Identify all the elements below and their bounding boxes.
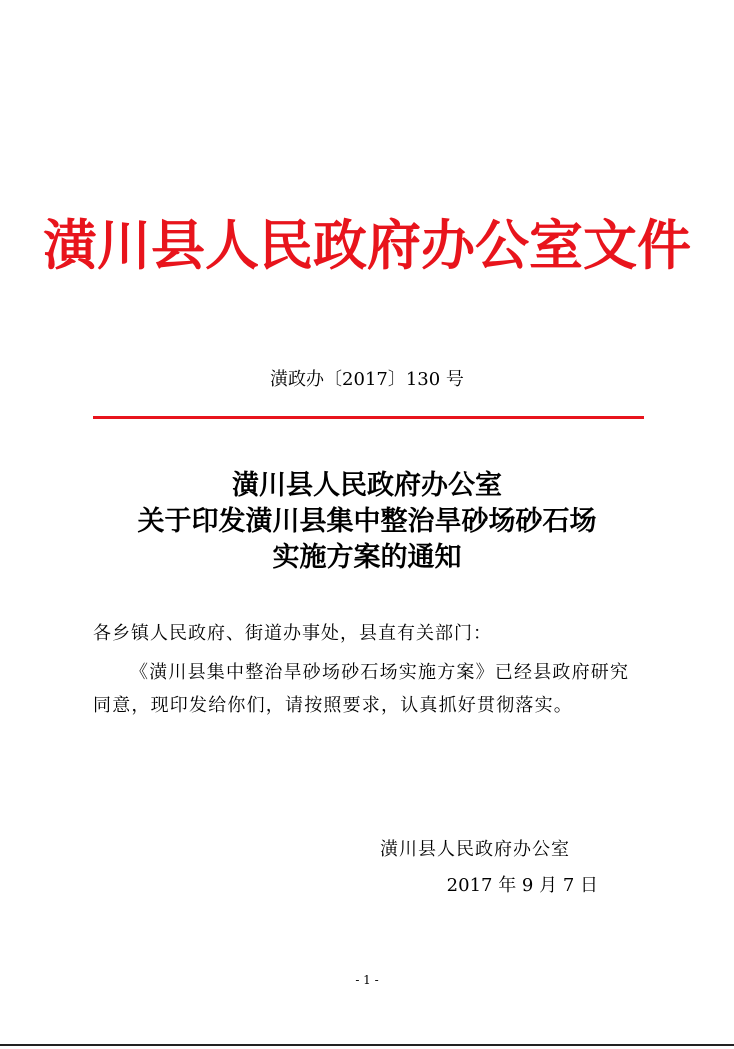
document-title-line: 实施方案的通知 <box>272 542 462 573</box>
page-number: - 1 - <box>355 973 379 987</box>
signature-date: 2017 年 9 月 7 日 <box>446 875 598 896</box>
document-title-line: 关于印发潢川县集中整治旱砂场砂石场 <box>137 506 597 537</box>
signature-issuer: 潢川县人民政府办公室 <box>380 839 570 860</box>
issuing-authority-header: 潢川县人民政府办公室文件 <box>43 213 691 277</box>
body-paragraph: 《潢川县集中整治旱砂场砂石场实施方案》已经县政府研究同意，现印发给你们，请按照要求，认真抓好贯彻落实。 <box>93 662 630 716</box>
document-title-line: 潢川县人民政府办公室 <box>232 470 502 501</box>
bottom-border-line <box>0 1044 734 1046</box>
document-number: 潢政办〔2017〕130 号 <box>270 369 464 390</box>
document-title <box>0 468 734 576</box>
recipient-line: 各乡镇人民政府、街道办事处，县直有关部门： <box>93 623 492 644</box>
red-separator-line <box>93 416 644 419</box>
